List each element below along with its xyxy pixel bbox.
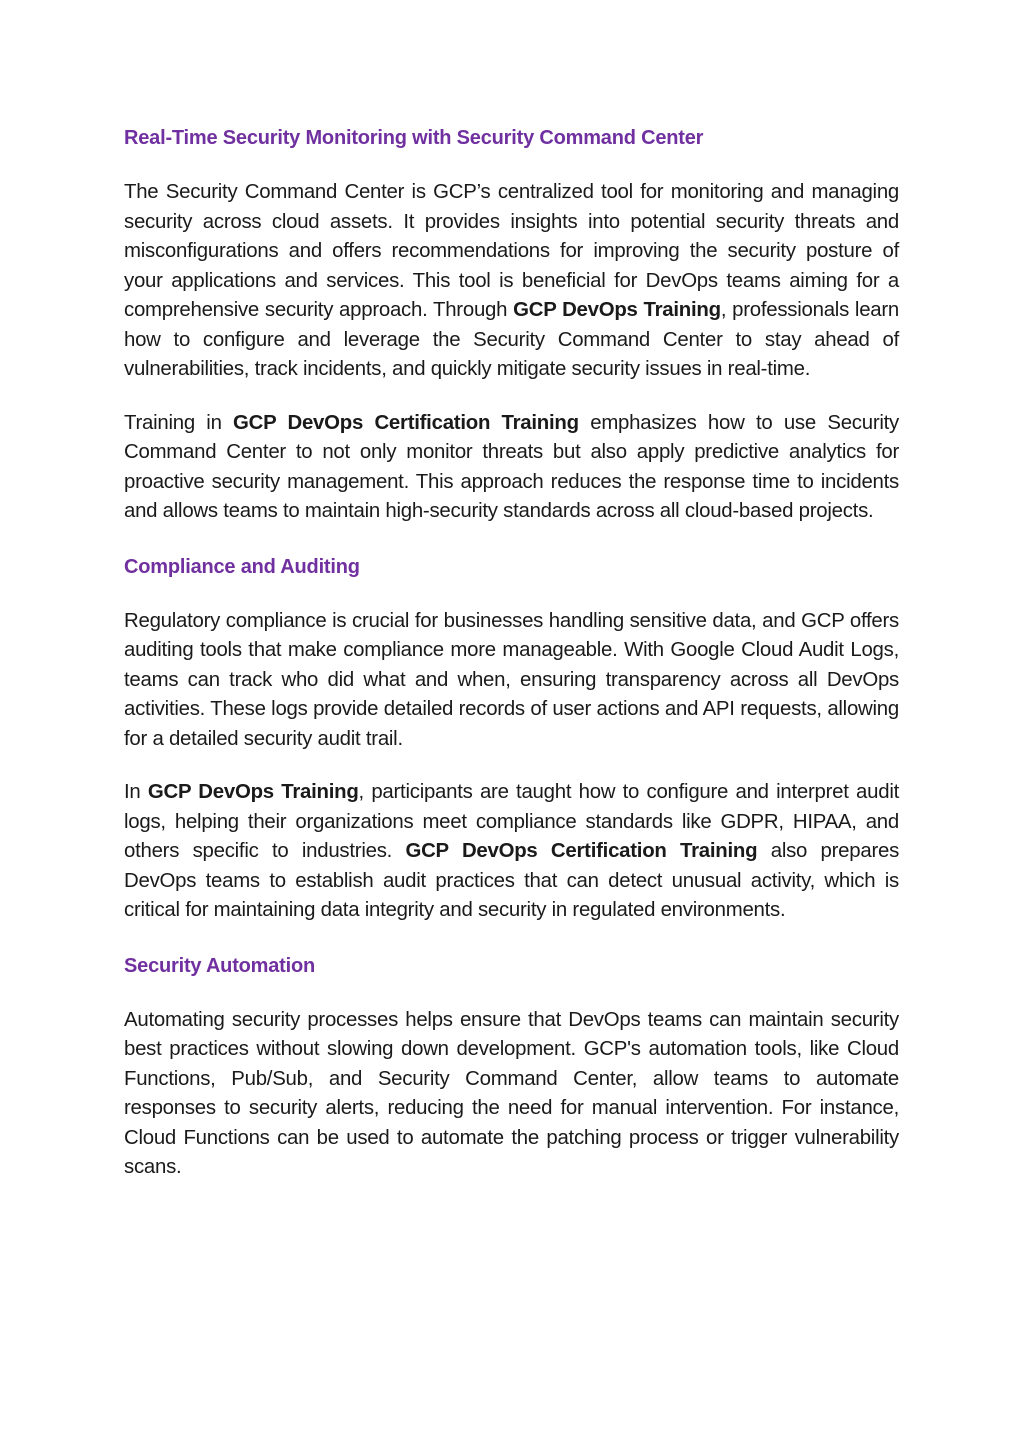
section-security-automation bbox=[124, 948, 899, 1183]
section-security-monitoring bbox=[124, 120, 899, 527]
bold-text-run: GCP DevOps Certification Training bbox=[233, 411, 579, 434]
section-heading: Security Automation bbox=[124, 954, 316, 977]
bold-text-run: GCP DevOps Certification Training bbox=[405, 840, 758, 862]
text-run: The Security Command Center is GCP’s centralized tool for monitoring and managing security across cloud assets. It provides insights into potential security threats and misconfigurations and offers recommendations for improving the security posture of your applications and services. This tool is beneficial for DevOps teams aiming for a comprehensive security approach. Through bbox=[124, 181, 899, 321]
paragraph bbox=[124, 178, 899, 385]
bold-text-run: GCP DevOps Training bbox=[147, 781, 359, 803]
text-run: Training in bbox=[124, 411, 234, 434]
text-run: Regulatory compliance is crucial for businesses handling sensitive data, and GCP offers auditing tools that make compliance more manageable. With Google Cloud Audit Logs, teams can track who did what and when, ensuring transparency across all DevOps activities. These logs provide detailed records of user actions and API requests, allowing for a detailed security audit trail. bbox=[124, 609, 899, 750]
document-page bbox=[124, 120, 899, 1207]
text-run: emphasizes how to use Security Command Center to not only monitor threats but also apply predictive analytics for proactive security management. This approach reduces the response time to incidents and allows teams to maintain high-security standards across all cloud-based projects. bbox=[124, 411, 899, 522]
text-run: , participants are taught how to configure and interpret audit logs, helping their organizations meet compliance standards like GDPR, HIPAA, and others specific to industries. bbox=[124, 781, 900, 862]
paragraph bbox=[124, 607, 899, 755]
section-heading: Compliance and Auditing bbox=[124, 555, 360, 578]
text-run: also prepares DevOps teams to establish audit practices that can detect unusual activity, which is critical for maintaining data integrity and security in regulated environments. bbox=[124, 840, 900, 921]
paragraph bbox=[124, 409, 899, 527]
bold-text-run: GCP DevOps Training bbox=[513, 299, 721, 321]
text-run: , professionals learn how to configure and leverage the Security Command Center to stay ahead of vulnerabilities, track incidents, and quickly mitigate security issues in real-time. bbox=[124, 299, 900, 380]
text-run: In bbox=[124, 781, 148, 803]
text-run: Automating security processes helps ensure that DevOps teams can maintain security best practices without slowing down development. GCP's automation tools, like Cloud Functions, Pub/Sub, and Security Command Center, allow teams to automate responses to security alerts, reducing the need for manual intervention. For instance, Cloud Functions can be used to automate the patching process or trigger vulnerability scans. bbox=[124, 1008, 899, 1178]
section-compliance-auditing bbox=[124, 549, 899, 926]
paragraph bbox=[124, 778, 899, 926]
section-heading: Real-Time Security Monitoring with Security Command Center bbox=[124, 127, 704, 149]
paragraph bbox=[124, 1006, 899, 1183]
